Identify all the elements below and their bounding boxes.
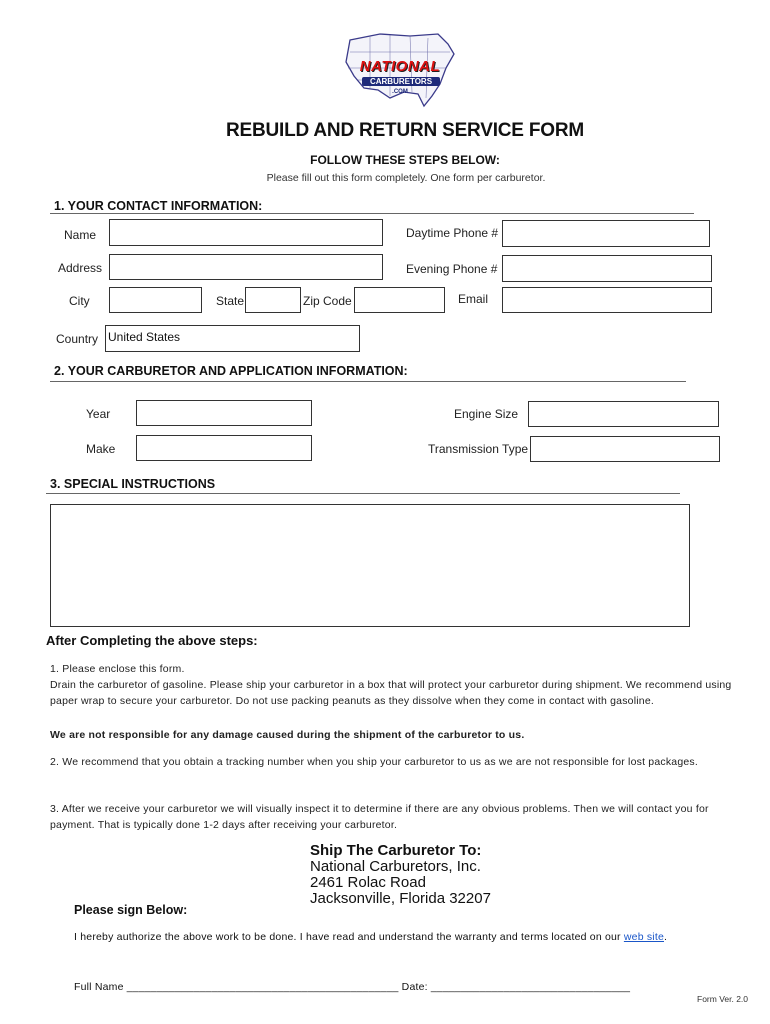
year-label: Year <box>86 407 111 421</box>
address-label: Address <box>58 261 103 275</box>
state-field[interactable] <box>245 287 301 313</box>
step1-title: 1. Please enclose this form. <box>50 663 185 675</box>
step1-body: Drain the carburetor of gasoline. Please ship your carburetor in a box that will protect your carburetor during shipment. We recommend using paper wrap to secure your carburetor. Do not use packing peanuts as they dissolve when they come in contact with gasoline. <box>50 679 732 707</box>
special-instructions-field[interactable] <box>50 504 690 627</box>
section-carburetor-rule <box>50 381 686 382</box>
zip-code-label: Zip Code <box>303 294 352 308</box>
after-heading: After Completing the above steps: <box>46 633 258 648</box>
transmission-type-label: Transmission Type <box>428 442 529 456</box>
section-special-heading: 3. SPECIAL INSTRUCTIONS <box>50 477 216 491</box>
company-logo <box>340 28 460 110</box>
section-special-rule <box>46 493 680 494</box>
daytime-phone-label: Daytime Phone # <box>406 226 499 240</box>
section-contact-rule <box>50 213 694 214</box>
country-label: Country <box>56 332 99 346</box>
evening-phone-field[interactable] <box>502 255 712 282</box>
make-label: Make <box>86 442 116 456</box>
email-field[interactable] <box>502 287 712 313</box>
sign-heading: Please sign Below: <box>74 903 188 917</box>
city-label: City <box>69 294 90 308</box>
signature-line[interactable]: Full Name _____________________________________________ Date: _________________________________ <box>74 981 631 993</box>
section-contact-heading: 1. YOUR CONTACT INFORMATION: <box>54 199 263 213</box>
country-field[interactable] <box>105 325 360 352</box>
step2-text: 2. We recommend that you obtain a tracking number when you ship your carburetor to us as we are not responsible for lost packages. <box>50 756 698 768</box>
logo-carburetors: CARBURETORS <box>362 77 440 86</box>
evening-phone-label: Evening Phone # <box>406 262 498 276</box>
city-field[interactable] <box>109 287 202 313</box>
zip-code-field[interactable] <box>354 287 445 313</box>
form-version: Form Ver. 2.0 <box>697 994 749 1004</box>
daytime-phone-field[interactable] <box>502 220 710 247</box>
authorize-statement <box>74 931 667 943</box>
engine-size-field[interactable] <box>528 401 719 427</box>
authorize-text: I hereby authorize the above work to be done. I have read and understand the warranty and terms located on our <box>74 931 624 943</box>
section-carburetor-text: YOUR CARBURETOR AND APPLICATION INFORMATION: <box>67 364 408 378</box>
section-carburetor-number: 2. <box>54 364 65 378</box>
form-instructions: Please fill out this form completely. One form per carburetor. <box>266 172 546 184</box>
web-site-link[interactable]: web site <box>623 931 664 943</box>
ship-to-line3: Jacksonville, Florida 32207 <box>310 890 491 907</box>
ship-to-heading: Ship The Carburetor To: <box>310 842 482 859</box>
logo-com: .COM <box>392 89 408 95</box>
name-field[interactable] <box>109 219 383 246</box>
year-field[interactable] <box>136 400 312 426</box>
logo-national: NATIONAL <box>359 58 441 75</box>
state-label: State <box>216 294 245 308</box>
form-title: REBUILD AND RETURN SERVICE FORM <box>226 120 584 141</box>
step3-text: 3. After we receive your carburetor we will visually inspect it to determine if there are any obvious problems. Then we will contact you for payment. That is typically done 1-2 days after receiving your carburetor. <box>50 803 709 831</box>
section-carburetor-heading <box>54 364 408 378</box>
engine-size-label: Engine Size <box>454 407 519 421</box>
email-label: Email <box>458 292 489 306</box>
ship-to-line2: 2461 Rolac Road <box>310 874 426 891</box>
address-field[interactable] <box>109 254 383 280</box>
country-value: United States <box>108 330 181 344</box>
ship-to-line1: National Carburetors, Inc. <box>310 858 481 875</box>
name-label: Name <box>64 228 97 242</box>
shipment-disclaimer: We are not responsible for any damage caused during the shipment of the carburetor to us. <box>50 729 525 741</box>
transmission-type-field[interactable] <box>530 436 720 462</box>
make-field[interactable] <box>136 435 312 461</box>
authorize-end: . <box>664 931 668 943</box>
form-subtitle: FOLLOW THESE STEPS BELOW: <box>310 153 500 167</box>
